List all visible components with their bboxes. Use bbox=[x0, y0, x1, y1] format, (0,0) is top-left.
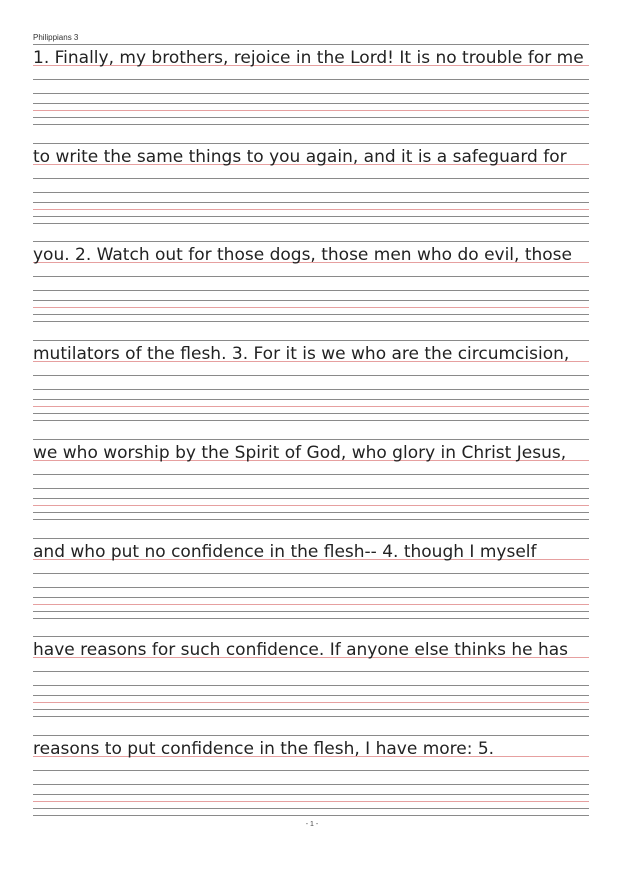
gray-guide-line bbox=[33, 103, 589, 104]
red-guide-line bbox=[33, 505, 589, 506]
writing-line-block bbox=[33, 439, 589, 529]
gray-guide-line bbox=[33, 178, 589, 179]
gray-guide-line bbox=[33, 241, 589, 242]
gray-guide-line bbox=[33, 519, 589, 520]
gray-guide-line bbox=[33, 124, 589, 125]
writing-line-block bbox=[33, 143, 589, 233]
red-guide-line bbox=[33, 702, 589, 703]
gray-guide-line bbox=[33, 512, 589, 513]
verse-text-line: to write the same things to you again, and it is a safeguard for bbox=[33, 146, 567, 167]
gray-guide-line bbox=[33, 716, 589, 717]
gray-guide-line bbox=[33, 192, 589, 193]
gray-guide-line bbox=[33, 573, 589, 574]
gray-guide-line bbox=[33, 488, 589, 489]
gray-guide-line bbox=[33, 538, 589, 539]
page-title: Philippians 3 bbox=[33, 33, 79, 42]
red-guide-line bbox=[33, 209, 589, 210]
writing-line-block bbox=[33, 340, 589, 430]
writing-line-block bbox=[33, 241, 589, 331]
page-number: - 1 - bbox=[305, 821, 319, 828]
gray-guide-line bbox=[33, 636, 589, 637]
gray-guide-line bbox=[33, 276, 589, 277]
gray-guide-line bbox=[33, 389, 589, 390]
gray-guide-line bbox=[33, 784, 589, 785]
gray-guide-line bbox=[33, 202, 589, 203]
verse-text-line: you. 2. Watch out for those dogs, those men who do evil, those bbox=[33, 245, 572, 266]
gray-guide-line bbox=[33, 735, 589, 736]
gray-guide-line bbox=[33, 93, 589, 94]
red-guide-line bbox=[33, 801, 589, 802]
gray-guide-line bbox=[33, 611, 589, 612]
writing-line-block bbox=[33, 735, 589, 825]
verse-text-line: 1. Finally, my brothers, rejoice in the Lord! It is no trouble for me bbox=[33, 48, 584, 68]
verse-text-line: and who put no confidence in the flesh-- 4. though I myself bbox=[33, 541, 537, 562]
gray-guide-line bbox=[33, 340, 589, 341]
red-guide-line bbox=[33, 307, 589, 308]
verse-text-line: we who worship by the Spirit of God, who glory in Christ Jesus, bbox=[33, 442, 567, 463]
gray-guide-line bbox=[33, 685, 589, 686]
gray-guide-line bbox=[33, 314, 589, 315]
red-guide-line bbox=[33, 406, 589, 407]
gray-guide-line bbox=[33, 474, 589, 475]
gray-guide-line bbox=[33, 618, 589, 619]
gray-guide-line bbox=[33, 223, 589, 224]
red-guide-line bbox=[33, 604, 589, 605]
gray-guide-line bbox=[33, 420, 589, 421]
gray-guide-line bbox=[33, 399, 589, 400]
gray-guide-line bbox=[33, 117, 589, 118]
gray-guide-line bbox=[33, 290, 589, 291]
gray-guide-line bbox=[33, 413, 589, 414]
writing-line-block bbox=[33, 636, 589, 726]
gray-guide-line bbox=[33, 815, 589, 816]
gray-guide-line bbox=[33, 808, 589, 809]
gray-guide-line bbox=[33, 770, 589, 771]
gray-guide-line bbox=[33, 79, 589, 80]
gray-guide-line bbox=[33, 375, 589, 376]
gray-guide-line bbox=[33, 300, 589, 301]
gray-guide-line bbox=[33, 597, 589, 598]
verse-text-line: mutilators of the flesh. 3. For it is we who are the circumcision, bbox=[33, 344, 570, 365]
verse-text-line: reasons to put confidence in the flesh, I have more: 5. bbox=[33, 738, 495, 759]
gray-guide-line bbox=[33, 794, 589, 795]
verse-text-line: have reasons for such confidence. If anyone else thinks he has bbox=[33, 640, 569, 661]
gray-guide-line bbox=[33, 709, 589, 710]
writing-line-block bbox=[33, 538, 589, 628]
gray-guide-line bbox=[33, 216, 589, 217]
gray-guide-line bbox=[33, 671, 589, 672]
writing-line-block bbox=[33, 44, 589, 134]
gray-guide-line bbox=[33, 587, 589, 588]
gray-guide-line bbox=[33, 143, 589, 144]
gray-guide-line bbox=[33, 498, 589, 499]
gray-guide-line bbox=[33, 695, 589, 696]
gray-guide-line bbox=[33, 321, 589, 322]
gray-guide-line bbox=[33, 439, 589, 440]
gray-guide-line bbox=[33, 44, 589, 45]
red-guide-line bbox=[33, 110, 589, 111]
